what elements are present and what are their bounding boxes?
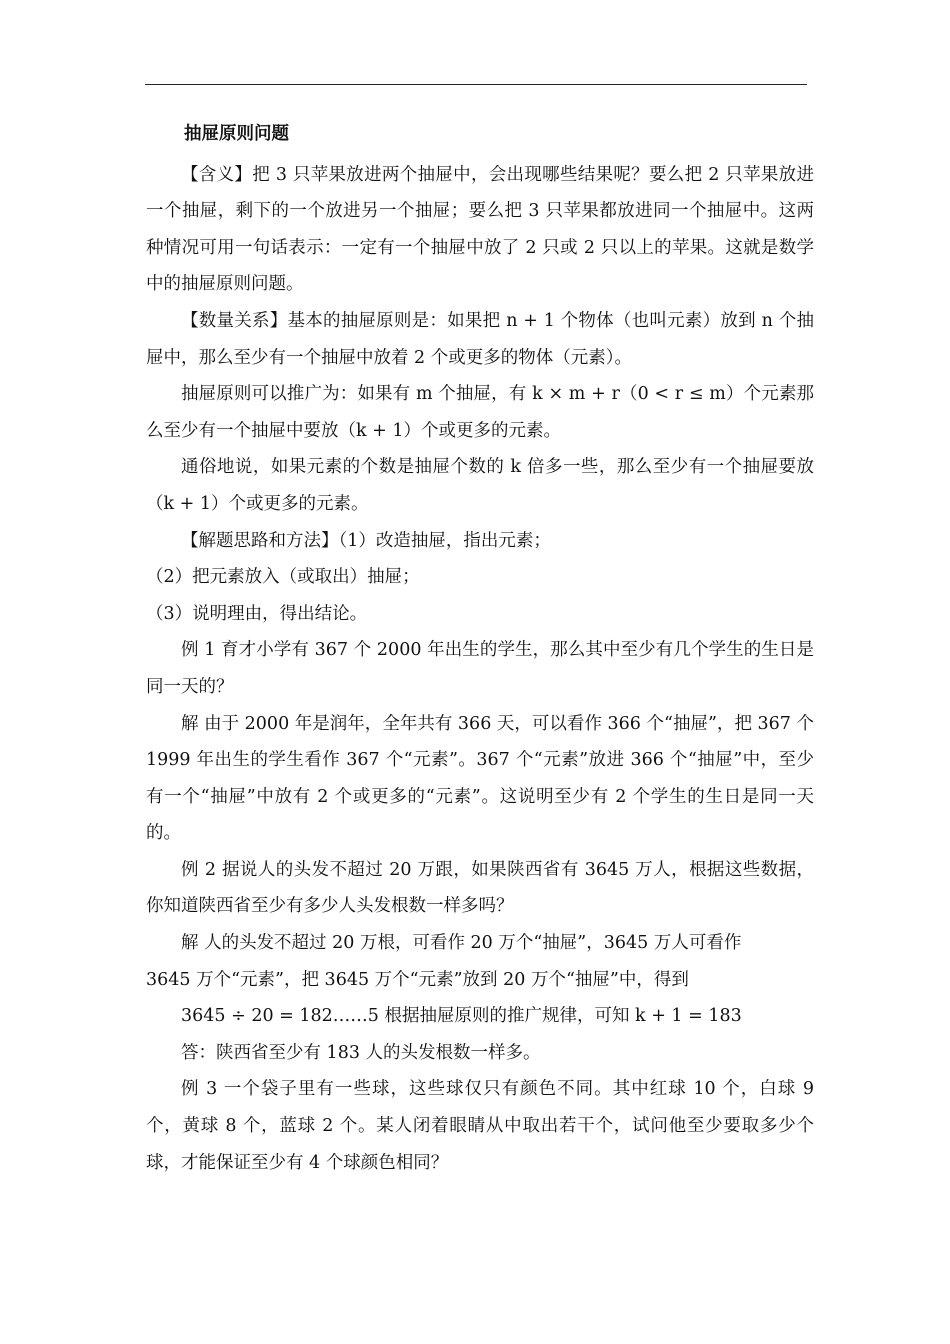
header-rule — [145, 84, 807, 85]
method-step-2: （2）把元素放入（或取出）抽屉； — [146, 567, 420, 588]
solution-1: 解 由于 2000 年是润年，全年共有 366 天，可以看作 366 个“抽屉”，把 367 个 1999 年出生的学生看作 367 个“元素”。367 个“元素”放进 366 个“抽屉”中，至少有一个“抽屉”中放有 2 个或更多的“元素”。这说明至少有 2 个学生的生日是同一天的。 — [146, 713, 814, 844]
method-step-3: （3）说明理由，得出结论。 — [146, 603, 368, 624]
example-2: 例 2 据说人的头发不超过 20 万跟，如果陕西省有 3645 万人，根据这些数据，你知道陕西省至少有多少人头发根数一样多吗？ — [146, 859, 814, 917]
document-body — [146, 116, 814, 1181]
quantity-relation-paragraph: 【数量关系】基本的抽屉原则是：如果把 n + 1 个物体（也叫元素）放到 n 个抽屉中，那么至少有一个抽屉中放着 2 个或更多的物体（元素）。 — [146, 310, 814, 368]
generalization-paragraph: 抽屉原则可以推广为：如果有 m 个抽屉，有 k × m + r（0 < r ≤ m）个元素那么至少有一个抽屉中要放（k + 1）个或更多的元素。 — [146, 384, 814, 441]
method-label: 【解题思路和方法】 — [181, 530, 339, 551]
popular-explanation-paragraph: 通俗地说，如果元素的个数是抽屉个数的 k 倍多一些，那么至少有一个抽屉要放（k + 1）个或更多的元素。 — [146, 457, 814, 514]
method-step-1: （1）改造抽屉，指出元素； — [338, 530, 551, 551]
solution-2-line-1: 解 人的头发不超过 20 万根，可看作 20 万个“抽屉”，3645 万人可看作 — [181, 933, 742, 954]
example-3: 例 3 一个袋子里有一些球，这些球仅只有颜色不同。其中红球 10 个，白球 9 个，黄球 8 个，蓝球 2 个。某人闭着眼睛从中取出若干个，试问他至少要取多少个球，才能保证至少有 4 个球颜色相同？ — [146, 1079, 814, 1173]
solution-2-line-2: 3645 万个“元素”，把 3645 万个“元素”放到 20 万个“抽屉”中，得到 — [146, 969, 689, 990]
document-title: 抽屉原则问题 — [184, 124, 289, 144]
meaning-paragraph: 【含义】把 3 只苹果放进两个抽屉中，会出现哪些结果呢？要么把 2 只苹果放进一个抽屉，剩下的一个放进另一个抽屉；要么把 3 只苹果都放进同一个抽屉中。这两种情况可用一句话表示：一定有一个抽屉中放了 2 只或 2 只以上的苹果。这就是数学中的抽屉原则问题。 — [146, 164, 814, 295]
example-1: 例 1 育才小学有 367 个 2000 年出生的学生，那么其中至少有几个学生的生日是同一天的？ — [146, 640, 814, 697]
solution-2-line-3: 3645 ÷ 20 = 182……5 根据抽屉原则的推广规律，可知 k + 1 = 183 — [181, 1006, 742, 1027]
method-line — [146, 523, 814, 560]
answer-2: 答：陕西省至少有 183 人的头发根数一样多。 — [181, 1042, 541, 1063]
